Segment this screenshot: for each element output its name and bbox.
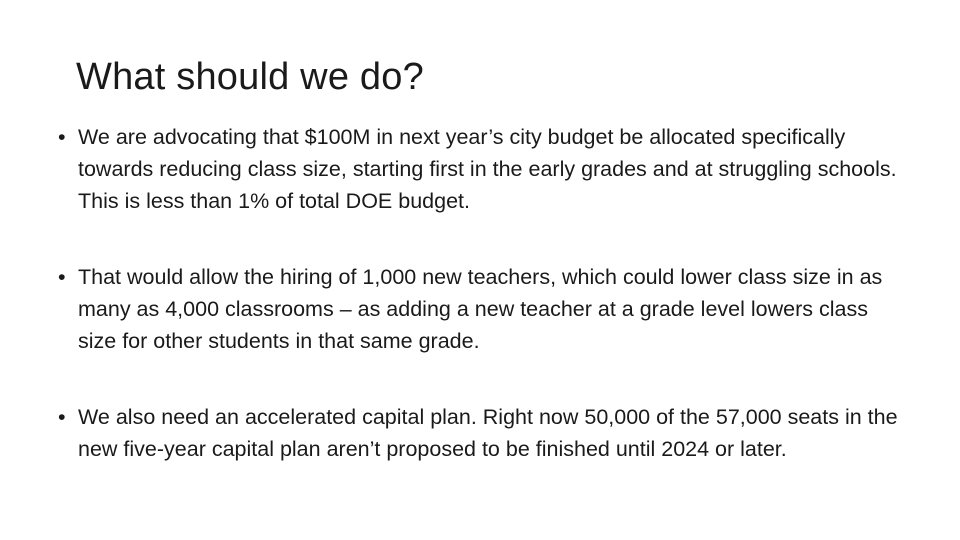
bullet-marker: • xyxy=(58,125,66,149)
bullet-text: We also need an accelerated capital plan. Right now 50,000 of the 57,000 seats in the new five-year capital plan aren’t proposed to be finished until 2024 or later. xyxy=(78,405,898,461)
bullet-item-teachers xyxy=(58,261,898,357)
bullet-marker: • xyxy=(58,265,66,289)
bullet-text: We are advocating that $100M in next year’s city budget be allocated specifically towards reducing class size, starting first in the early grades and at struggling schools. This is less than 1% of total DOE budget. xyxy=(78,125,897,213)
bullet-item-budget xyxy=(58,121,898,217)
bullet-item-capital-plan xyxy=(58,401,898,465)
bullet-text: That would allow the hiring of 1,000 new teachers, which could lower class size in as many as 4,000 classrooms – as adding a new teacher at a grade level lowers class size for other students in that same grade. xyxy=(78,265,883,353)
bullet-marker: • xyxy=(58,405,66,429)
bullet-list xyxy=(58,121,898,465)
slide-title: What should we do? xyxy=(76,56,424,98)
